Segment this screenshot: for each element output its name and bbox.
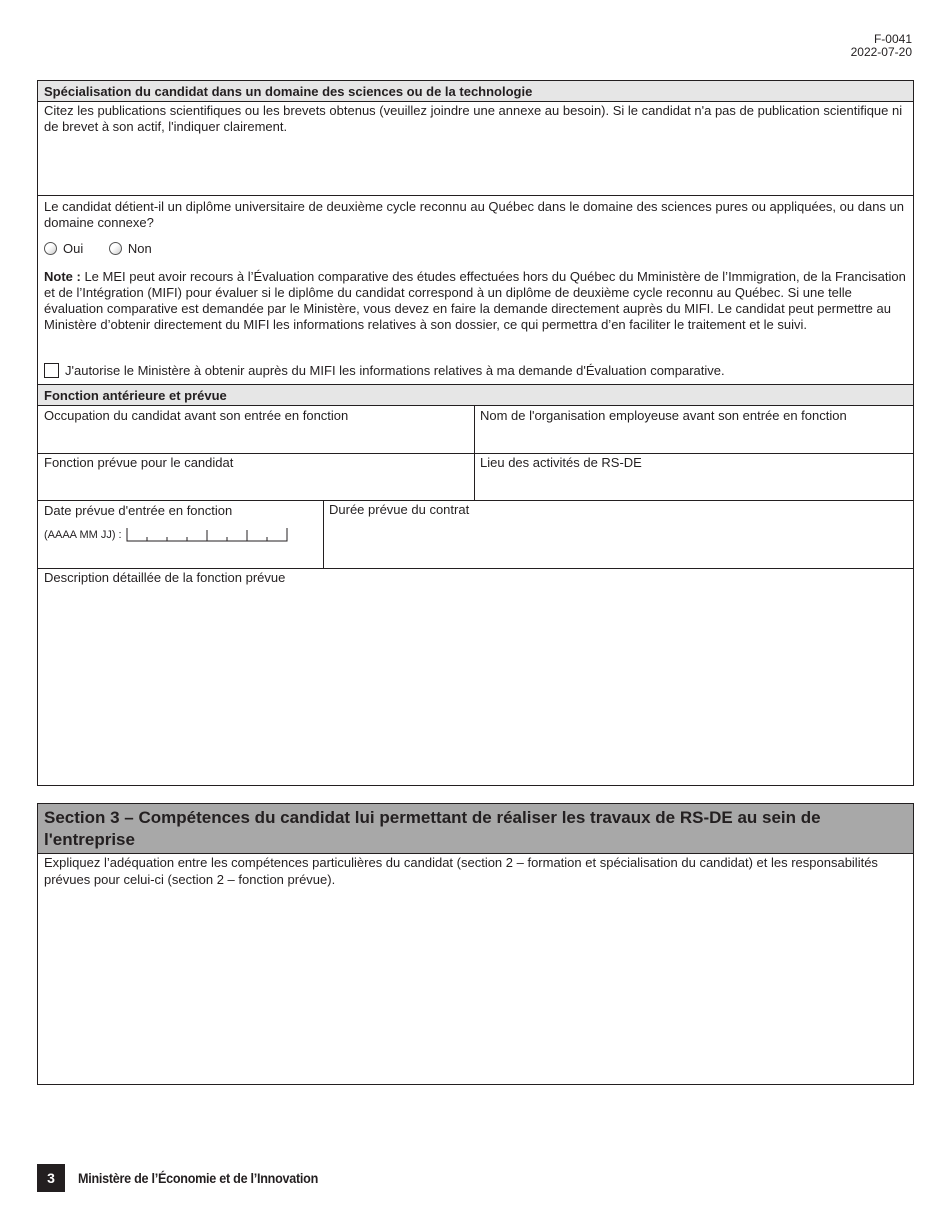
section-3-title: Section 3 – Compétences du candidat lui permettant de réaliser les travaux de RS-DE au sein de l'entreprise bbox=[38, 804, 913, 854]
duration-field[interactable] bbox=[323, 500, 913, 568]
start-date-field bbox=[38, 501, 323, 568]
description-label: Description détaillée de la fonction prévue bbox=[44, 570, 286, 585]
start-date-label: Date prévue d'entrée en fonction bbox=[44, 503, 233, 518]
form-code bbox=[851, 33, 912, 59]
description-field[interactable] bbox=[38, 568, 913, 785]
diploma-options bbox=[38, 239, 158, 259]
form-number: F-0041 bbox=[873, 32, 912, 46]
date-input-boxes[interactable] bbox=[126, 527, 288, 543]
note-text: Le MEI peut avoir recours à l’Évaluation comparative des études effectuées hors du Québec du Mministère de l’Immigration, de la Francisation et de l’Intégration (MIFI) pour évaluer si le diplôme du candidat correspond à un diplôme de deuxième cycle reconnu au Québec. Si une telle évaluation comparative est demandée par le Ministère, vous devez en faire la demande directement auprès du MIFI. Le candidat peut permettre au Ministère d’obtenir directement du MIFI les informations relatives à son dossier, ce qui permettra d’en faciliter le traitement et le suivi. bbox=[44, 269, 906, 332]
page-number: 3 bbox=[37, 1164, 65, 1192]
authorization-checkbox[interactable] bbox=[44, 363, 59, 378]
section-3-prompt: Expliquez l’adéquation entre les compétences particulières du candidat (section 2 – formation et spécialisation du candidat) et les responsabilités prévues pour celui-ci (section 2 – fonction prévue). bbox=[44, 855, 878, 887]
radio-circle-icon bbox=[109, 242, 122, 255]
radio-no-label: Non bbox=[127, 241, 152, 256]
publications-prompt: Citez les publications scientifiques ou les brevets obtenus (veuillez joindre une annexe au besoin). Si le candidat n'a pas de publication scientifique ni de brevet à son actif, l'indiquer clairement. bbox=[44, 103, 903, 134]
page-footer bbox=[37, 1164, 345, 1192]
radio-yes-label: Oui bbox=[63, 241, 84, 256]
fonction-header: Fonction antérieure et prévue bbox=[38, 385, 913, 406]
radio-no[interactable] bbox=[109, 241, 152, 256]
planned-function-field[interactable] bbox=[38, 453, 474, 500]
employer-field[interactable] bbox=[474, 406, 913, 453]
employer-label: Nom de l'organisation employeuse avant son entrée en fonction bbox=[480, 408, 847, 423]
specialisation-section bbox=[37, 80, 914, 786]
note-paragraph bbox=[38, 268, 913, 334]
date-format-hint: (AAAA MM JJ) : bbox=[44, 529, 122, 541]
duration-label: Durée prévue du contrat bbox=[329, 502, 470, 517]
publications-field[interactable] bbox=[38, 102, 913, 196]
radio-circle-icon bbox=[44, 242, 57, 255]
authorization-row bbox=[38, 361, 913, 381]
ministry-name: Ministère de l’Économie et de l’Innovation bbox=[78, 1170, 319, 1186]
form-date: 2022-07-20 bbox=[850, 45, 912, 59]
planned-function-label: Fonction prévue pour le candidat bbox=[44, 455, 234, 470]
section-3 bbox=[37, 803, 914, 1085]
section-3-field[interactable] bbox=[38, 854, 913, 1086]
occupation-field[interactable] bbox=[38, 406, 474, 453]
location-field[interactable] bbox=[474, 453, 913, 500]
authorization-label: J'autorise le Ministère à obtenir auprès du MIFI les informations relatives à ma demande d'Évaluation comparative. bbox=[65, 363, 725, 378]
diploma-question-text: Le candidat détient-il un diplôme universitaire de deuxième cycle reconnu au Québec dans le domaine des sciences pures ou appliquées, ou dans un domaine connexe? bbox=[44, 199, 904, 230]
occupation-label: Occupation du candidat avant son entrée en fonction bbox=[44, 408, 349, 423]
diploma-question bbox=[38, 198, 913, 232]
note-label: Note : bbox=[44, 269, 81, 284]
radio-yes[interactable] bbox=[44, 241, 83, 256]
location-label: Lieu des activités de RS-DE bbox=[480, 455, 642, 470]
specialisation-header: Spécialisation du candidat dans un domaine des sciences ou de la technologie bbox=[38, 81, 913, 102]
